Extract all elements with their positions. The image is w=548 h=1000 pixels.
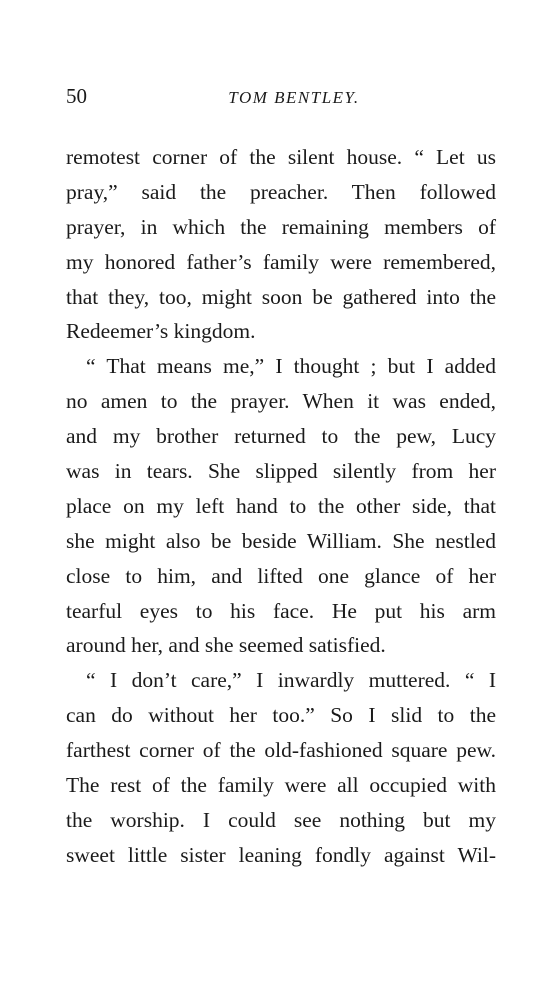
text-line: and my brother returned to the pew, Lucy <box>66 424 496 449</box>
page-header <box>66 84 498 114</box>
text-line: was in tears. She slipped silently from her <box>66 459 496 484</box>
body-text <box>66 140 496 873</box>
text-line: farthest corner of the old-fashioned square pew. <box>66 738 496 763</box>
text-line: remotest corner of the silent house. “ Let us <box>66 145 496 169</box>
text-line: Redeemer’s kingdom. <box>66 319 256 344</box>
text-line: my honored father’s family were remembered, <box>66 249 496 274</box>
text-line: around her, and she seemed satisfied. <box>66 633 386 658</box>
text-line: prayer, in which the remaining members of <box>66 214 496 239</box>
text-line: close to him, and lifted one glance of her <box>66 563 496 588</box>
text-line: that they, too, might soon be gathered into the <box>66 284 496 309</box>
text-line: tearful eyes to his face. He put his arm <box>66 598 496 623</box>
text-line: place on my left hand to the other side, that <box>66 493 496 518</box>
text-line: “ I don’t care,” I inwardly muttered. “ I <box>86 668 496 693</box>
text-line: no amen to the prayer. When it was ended, <box>66 389 496 414</box>
text-line: pray,” said the preacher. Then followed <box>66 179 496 204</box>
text-line: can do without her too.” So I slid to the <box>66 703 496 728</box>
running-head: TOM BENTLEY. <box>228 88 360 107</box>
text-line: The rest of the family were all occupied with <box>66 773 496 798</box>
text-line: the worship. I could see nothing but my <box>66 807 496 832</box>
page-number: 50 <box>66 84 87 108</box>
text-line: she might also be beside William. She nestled <box>66 528 496 553</box>
text-line: sweet little sister leaning fondly against Wil- <box>66 842 496 867</box>
text-line: “ That means me,” I thought ; but I added <box>86 354 496 379</box>
